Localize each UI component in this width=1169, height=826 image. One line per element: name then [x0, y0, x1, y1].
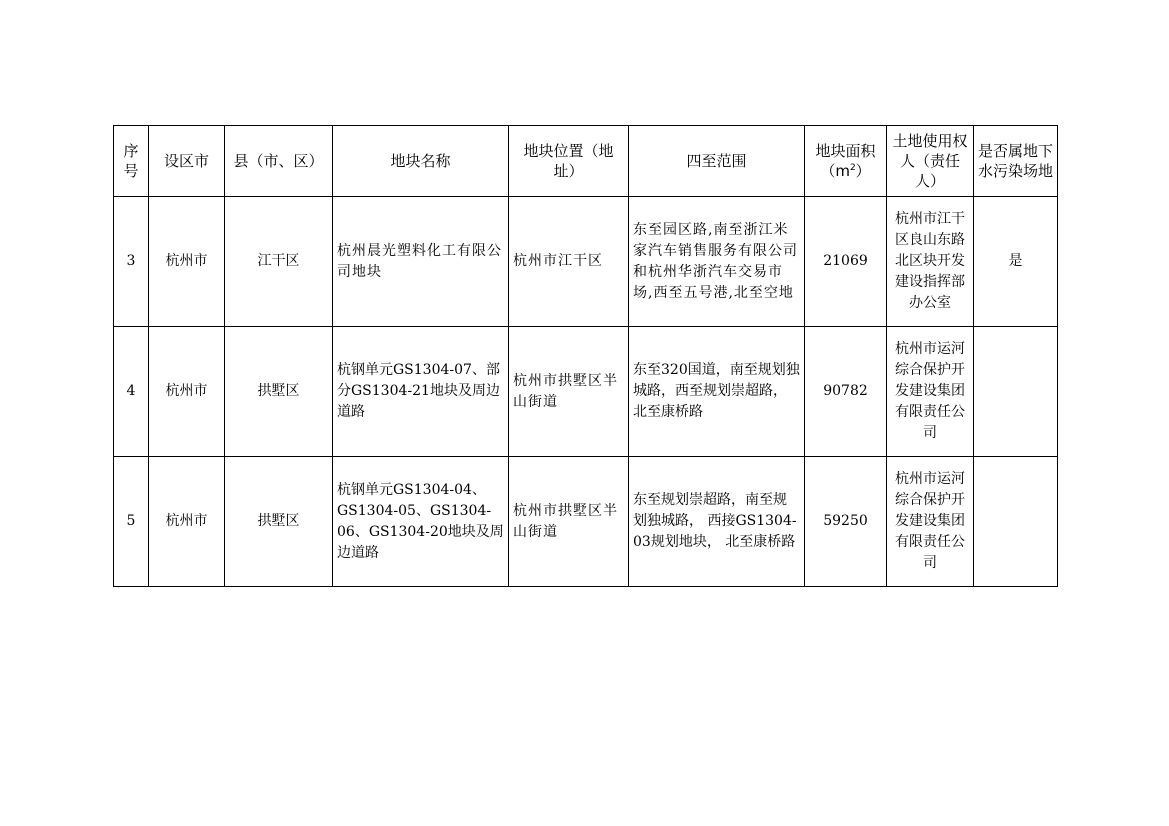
header-name: 地块名称 [333, 126, 509, 197]
cell-city: 杭州市 [149, 457, 225, 587]
cell-name: 杭钢单元GS1304-04、GS1304-05、GS1304-06、GS1304-20地块及周边道路 [333, 457, 509, 587]
cell-name: 杭州晨光塑料化工有限公司地块 [333, 197, 509, 327]
cell-no: 4 [114, 327, 149, 457]
header-no: 序号 [114, 126, 149, 197]
header-area-unit: $(m^2)$ [820, 162, 871, 180]
cell-county: 拱墅区 [225, 327, 333, 457]
cell-area: 21069 [805, 197, 887, 327]
cell-boundary: 东至园区路,南至浙江米家汽车销售服务有限公司和杭州华浙汽车交易市场,西至五号港,北至空地 [629, 197, 805, 327]
header-row [114, 126, 1058, 197]
cell-county: 拱墅区 [225, 457, 333, 587]
header-groundwater: 是否属地下水污染场地 [974, 126, 1058, 197]
table-row [114, 197, 1058, 327]
cell-boundary: 东至规划崇超路，南至规划独城路， 西接GS1304-03规划地块， 北至康桥路 [629, 457, 805, 587]
header-owner: 土地使用权人（责任人） [887, 126, 974, 197]
cell-city: 杭州市 [149, 327, 225, 457]
cell-no: 5 [114, 457, 149, 587]
cell-name: 杭钢单元GS1304-07、部分GS1304-21地块及周边道路 [333, 327, 509, 457]
cell-location: 杭州市拱墅区半山街道 [509, 457, 629, 587]
cell-owner: 杭州市运河综合保护开发建设集团有限责任公司 [887, 327, 974, 457]
header-location: 地块位置（地址） [509, 126, 629, 197]
cell-city: 杭州市 [149, 197, 225, 327]
cell-groundwater [974, 457, 1058, 587]
header-boundary: 四至范围 [629, 126, 805, 197]
cell-no: 3 [114, 197, 149, 327]
table-row [114, 457, 1058, 587]
cell-location: 杭州市江干区 [509, 197, 629, 327]
cell-county: 江干区 [225, 197, 333, 327]
header-county: 县（市、区） [225, 126, 333, 197]
table-row [114, 327, 1058, 457]
cell-boundary: 东至320国道，南至规划独城路，西至规划崇超路， 北至康桥路 [629, 327, 805, 457]
cell-location: 杭州市拱墅区半山街道 [509, 327, 629, 457]
cell-area: 90782 [805, 327, 887, 457]
cell-area: 59250 [805, 457, 887, 587]
cell-groundwater: 是 [974, 197, 1058, 327]
land-parcel-table [113, 125, 1058, 587]
cell-groundwater [974, 327, 1058, 457]
header-area [805, 126, 887, 197]
header-area-label: 地块面积 [815, 142, 876, 160]
header-city: 设区市 [149, 126, 225, 197]
cell-owner: 杭州市运河综合保护开发建设集团有限责任公司 [887, 457, 974, 587]
cell-owner: 杭州市江干区良山东路北区块开发建设指挥部办公室 [887, 197, 974, 327]
